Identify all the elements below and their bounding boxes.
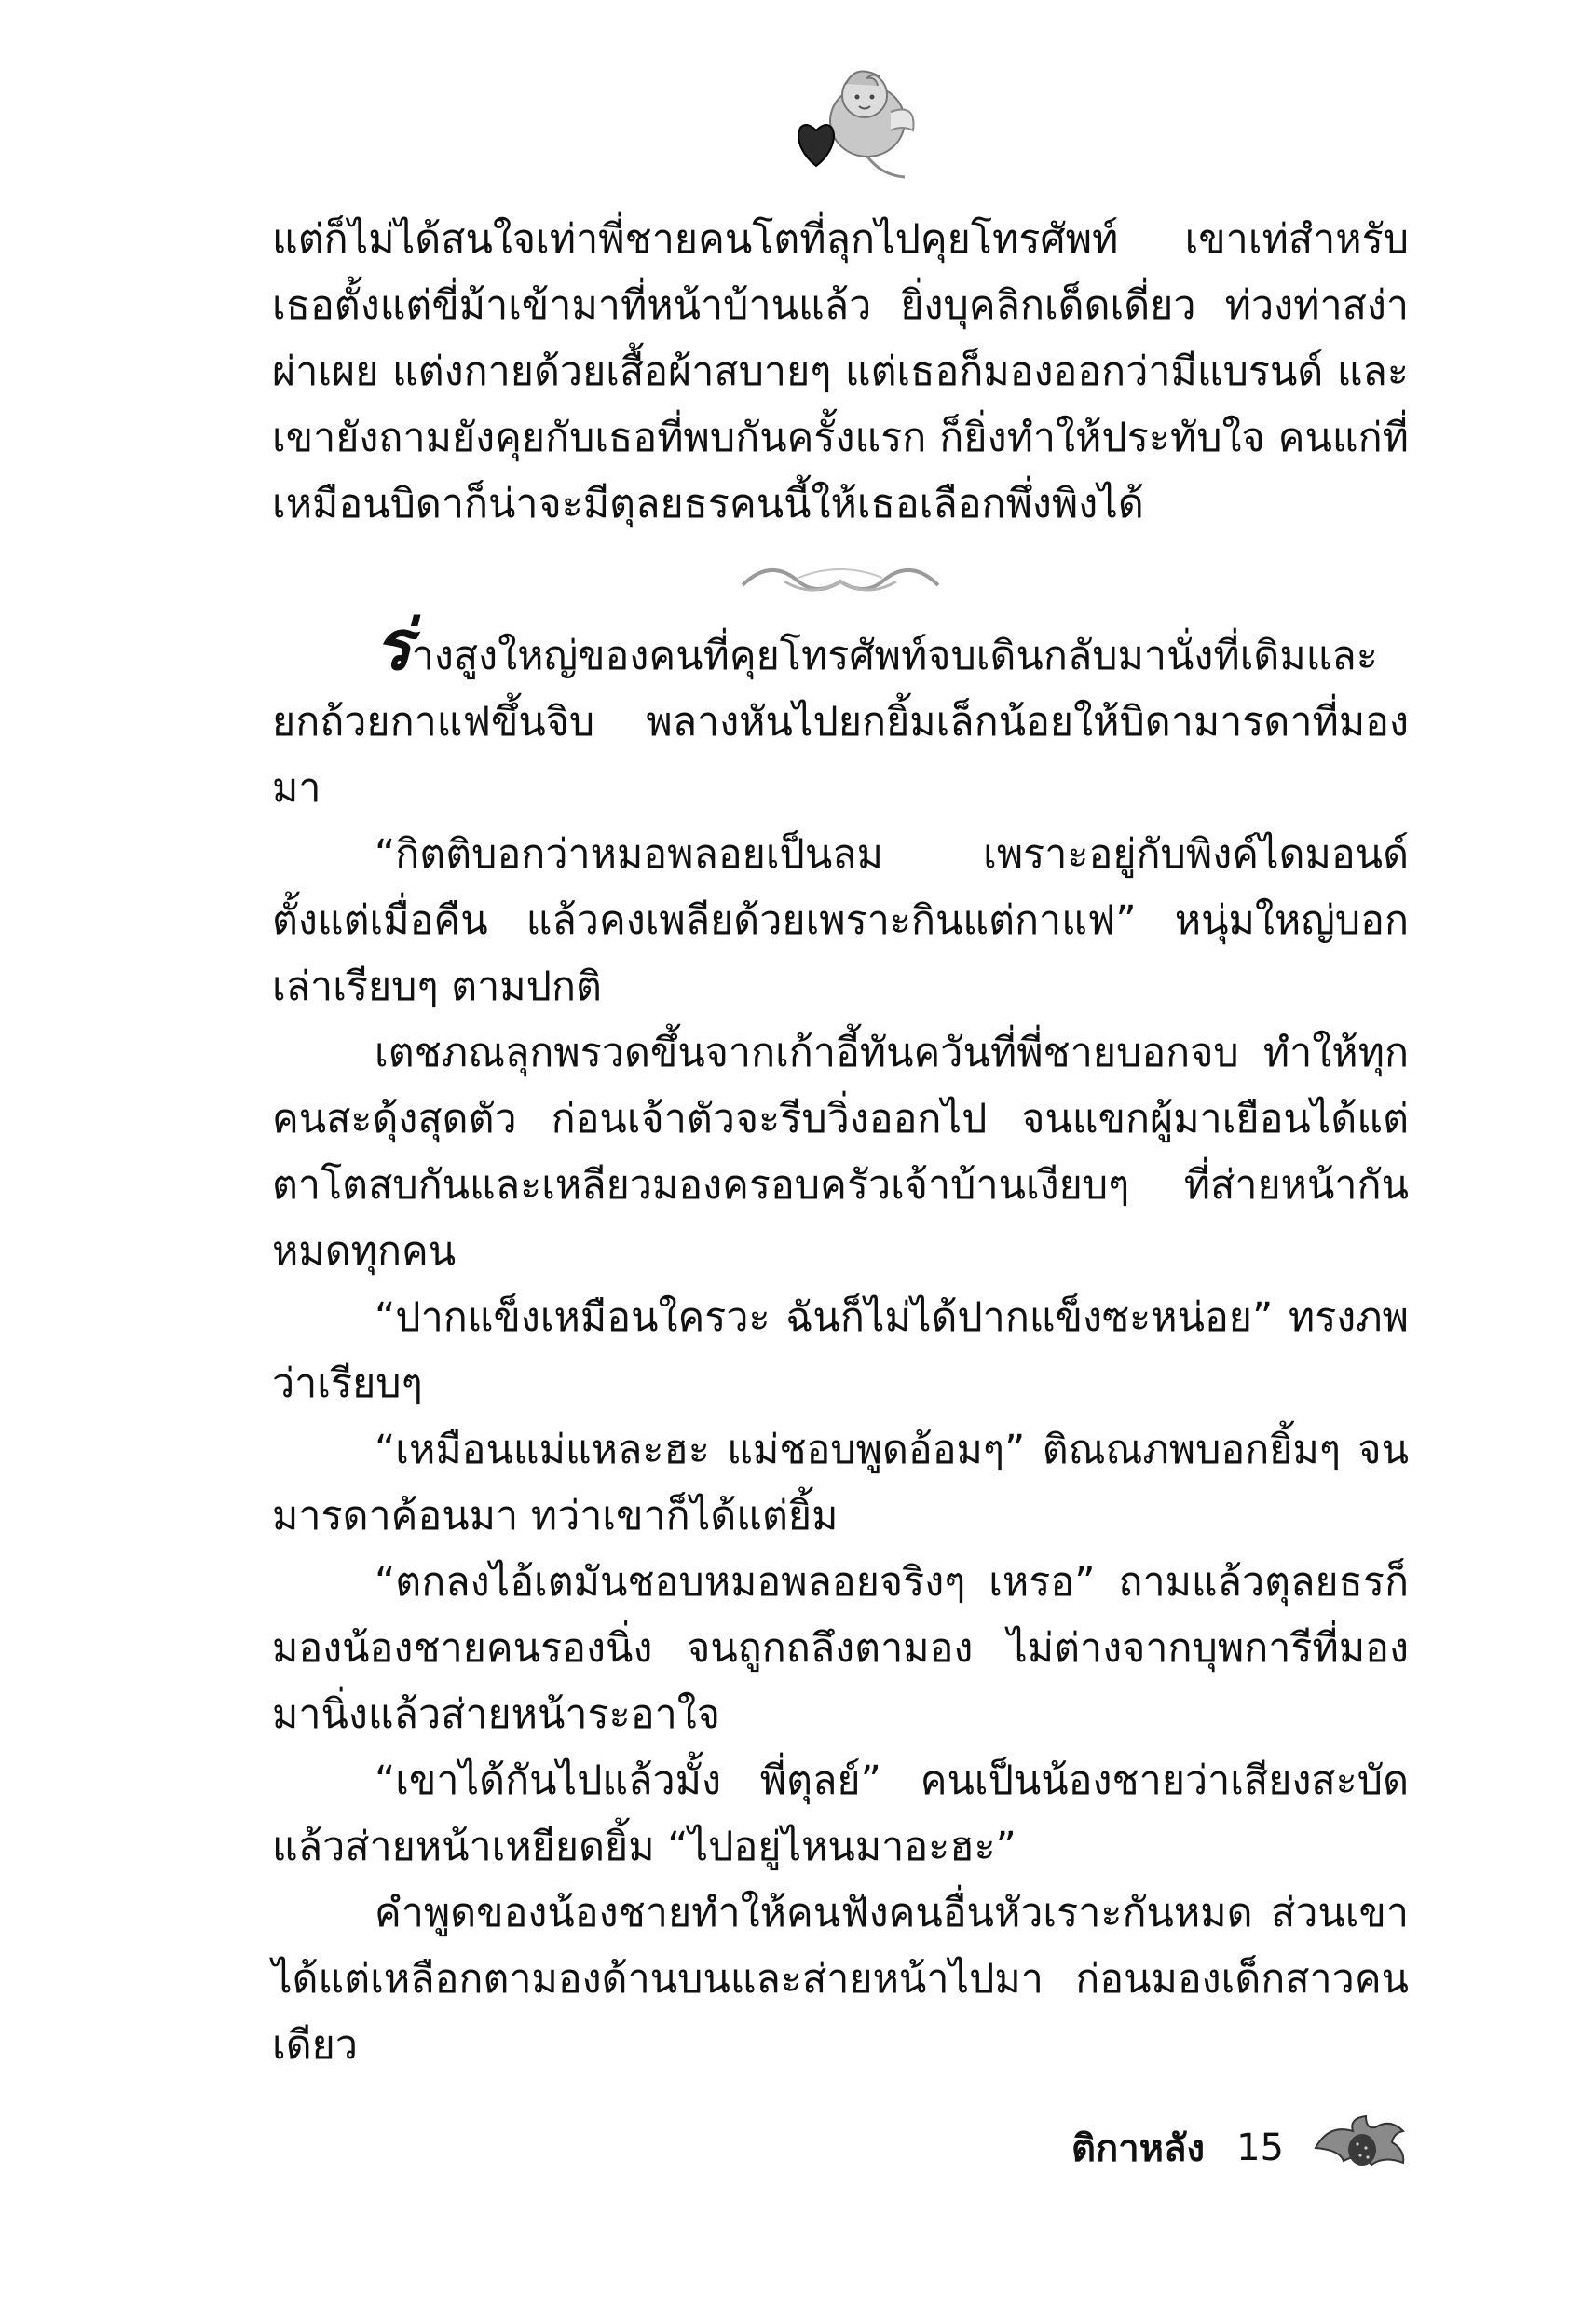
strawberry-icon — [1308, 2111, 1411, 2185]
dropcap-letter: ร่ — [375, 606, 412, 686]
paragraph: “กิตติบอกว่าหมอพลอยเป็นลม เพราะอยู่กับพิงค์ไดมอนด์ตั้งแต่เมื่อคืน แล้วคงเพลียด้วยเพราะกินแต่กาแฟ” หนุ่มใหญ่บอกเล่าเรียบๆ ตามปกติ — [272, 831, 1409, 1010]
paragraph: เตชภณลุกพรวดขึ้นจากเก้าอี้ทันควันที่พี่ชายบอกจบ ทำให้ทุกคนสะดุ้งสุดตัว ก่อนเจ้าตัวจะรีบวิ่งออกไป จนแขกผู้มาเยือนได้แต่ตาโตสบกันและเหลียวมองครอบครัวเจ้าบ้านเงียบๆ ที่ส่ายหน้ากันหมดทุกคน — [272, 1030, 1409, 1275]
page-number: 15 — [1236, 2126, 1284, 2169]
paragraph: “เหมือนแม่แหละฮะ แม่ชอบพูดอ้อมๆ” ติณณภพบอกยิ้มๆ จนมารดาค้อนมา ทว่าเขาก็ได้แต่ยิ้ม — [272, 1427, 1409, 1539]
paragraph: คำพูดของน้องชายทำให้คนฟังคนอื่นหัวเราะกันหมด ส่วนเขาได้แต่เหลือกตามองด้านบนและส่ายหน้าไปมา ก่อนมองเด็กสาวคนเดียว — [272, 1890, 1409, 2069]
dropcap-paragraph — [272, 606, 1409, 822]
section-divider-ornament-icon — [272, 540, 1409, 623]
paragraph: แต่ก็ไม่ได้สนใจเท่าพี่ชายคนโตที่ลุกไปคุยโทรศัพท์ เขาเท่สำหรับเธอตั้งแต่ขี่ม้าเข้ามาที่หน้าบ้านแล้ว ยิ่งบุคลิกเด็ดเดี่ยว ท่วงท่าสง่าผ่าเผย แต่งกายด้วยเสื้อผ้าสบายๆ แต่เธอก็มองออกว่ามีแบรนด์ และเขายังถามยังคุยกับเธอที่พบกันครั้งแรก ก็ยิ่งทำให้ประทับใจ คนแก่ที่เหมือนบิดาก็น่าจะมีตุลยธรคนนี้ให้เธอเลือกพึ่งพิงได้ — [272, 216, 1409, 527]
paragraph: “ปากแข็งเหมือนใครวะ ฉันก็ไม่ได้ปากแข็งซะหน่อย” ทรงภพว่าเรียบๆ — [272, 1294, 1409, 1407]
paragraph: “เขาได้กันไปแล้วมั้ง พี่ตุลย์” คนเป็นน้องชายว่าเสียงสะบัดแล้วส่ายหน้าเหยียดยิ้ม “ไปอยู่ไหนมาอะฮะ” — [272, 1757, 1409, 1870]
page-footer — [1071, 2120, 1411, 2176]
dropcap-paragraph-text: างสูงใหญ่ของคนที่คุยโทรศัพท์จบเดินกลับมานั่งที่เดิมและยกถ้วยกาแฟขึ้นจิบ พลางหันไปยกยิ้มเล็กน้อยให้บิดามารดาที่มองมา — [272, 633, 1409, 812]
paragraph: “ตกลงไอ้เตมันชอบหมอพลอยจริงๆ เหรอ” ถามแล้วตุลยธรก็มองน้องชายคนรองนิ่ง จนถูกถลึงตามอง ไม่ต่างจากบุพการีที่มองมานิ่งแล้วส่ายหน้าระอาใจ — [272, 1559, 1409, 1738]
cherub-heart-ornament-icon — [779, 56, 919, 186]
page-body — [272, 207, 1409, 2079]
book-title: ติกาหลัง — [1071, 2127, 1206, 2170]
